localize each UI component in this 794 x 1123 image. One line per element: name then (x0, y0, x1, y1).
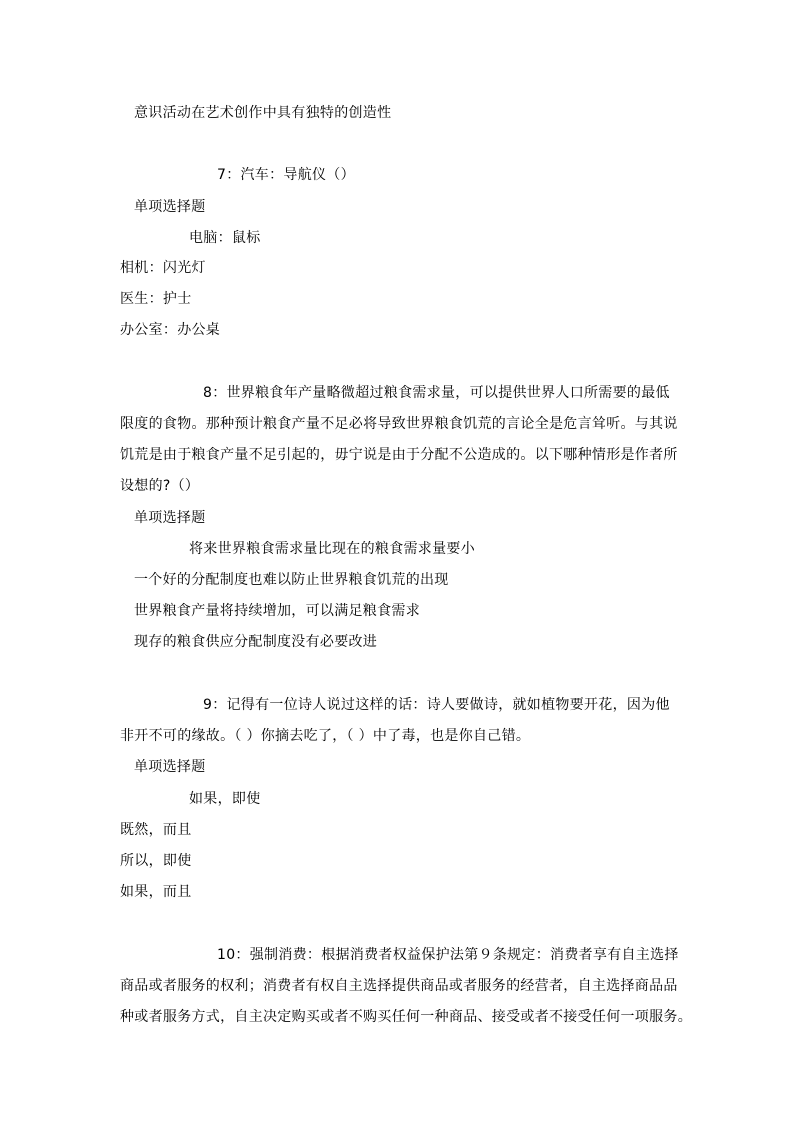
question-type: 单项选择题 (134, 199, 206, 215)
question-text: 限度的食物。那种预计粮食产量不足必将导致世界粮食饥荒的言论全是危言耸听。与其说 (120, 416, 678, 432)
option: 办公室：办公桌 (120, 322, 221, 338)
question-text: 7：汽车：导航仪（） (217, 167, 355, 183)
question-text: 设想的?（） (120, 478, 200, 494)
question-text: 种或者服务方式，自主决定购买或者不购买任何一种商品、接受或者不接受任何一项服务。 (120, 1009, 692, 1025)
question-text: 9：记得有一位诗人说过这样的话：诗人要做诗，就如植物要开花，因为他 (203, 697, 670, 713)
option: 医生：护士 (120, 291, 192, 307)
option: 现存的粮食供应分配制度没有必要改进 (134, 634, 378, 650)
option: 既然，而且 (120, 822, 192, 838)
intro-line: 意识活动在艺术创作中具有独特的创造性 (134, 105, 392, 121)
option: 所以，即使 (120, 853, 192, 869)
option: 电脑：鼠标 (189, 230, 261, 246)
option: 如果，而且 (120, 884, 192, 900)
option: 相机：闪光灯 (120, 260, 206, 276)
question-text: 饥荒是由于粮食产量不足引起的，毋宁说是由于分配不公造成的。以下哪种情形是作者所 (120, 447, 678, 463)
option: 如果，即使 (189, 791, 261, 807)
question-text: 商品或者服务的权利；消费者有权自主选择提供商品或者服务的经营者，自主选择商品品 (120, 978, 678, 994)
question-type: 单项选择题 (134, 759, 206, 775)
option: 一个好的分配制度也难以防止世界粮食饥荒的出现 (134, 572, 449, 588)
question-type: 单项选择题 (134, 510, 206, 526)
question-text: 8：世界粮食年产量略微超过粮食需求量，可以提供世界人口所需要的最低 (203, 385, 670, 401)
question-text: 非开不可的缘故。（ ）你摘去吃了，（ ）中了毒，也是你自己错。 (120, 728, 531, 744)
question-text: 10：强制消费：根据消费者权益保护法第９条规定：消费者享有自主选择 (217, 947, 679, 963)
option: 将来世界粮食需求量比现在的粮食需求量要小 (189, 541, 475, 557)
option: 世界粮食产量将持续增加，可以满足粮食需求 (134, 603, 420, 619)
